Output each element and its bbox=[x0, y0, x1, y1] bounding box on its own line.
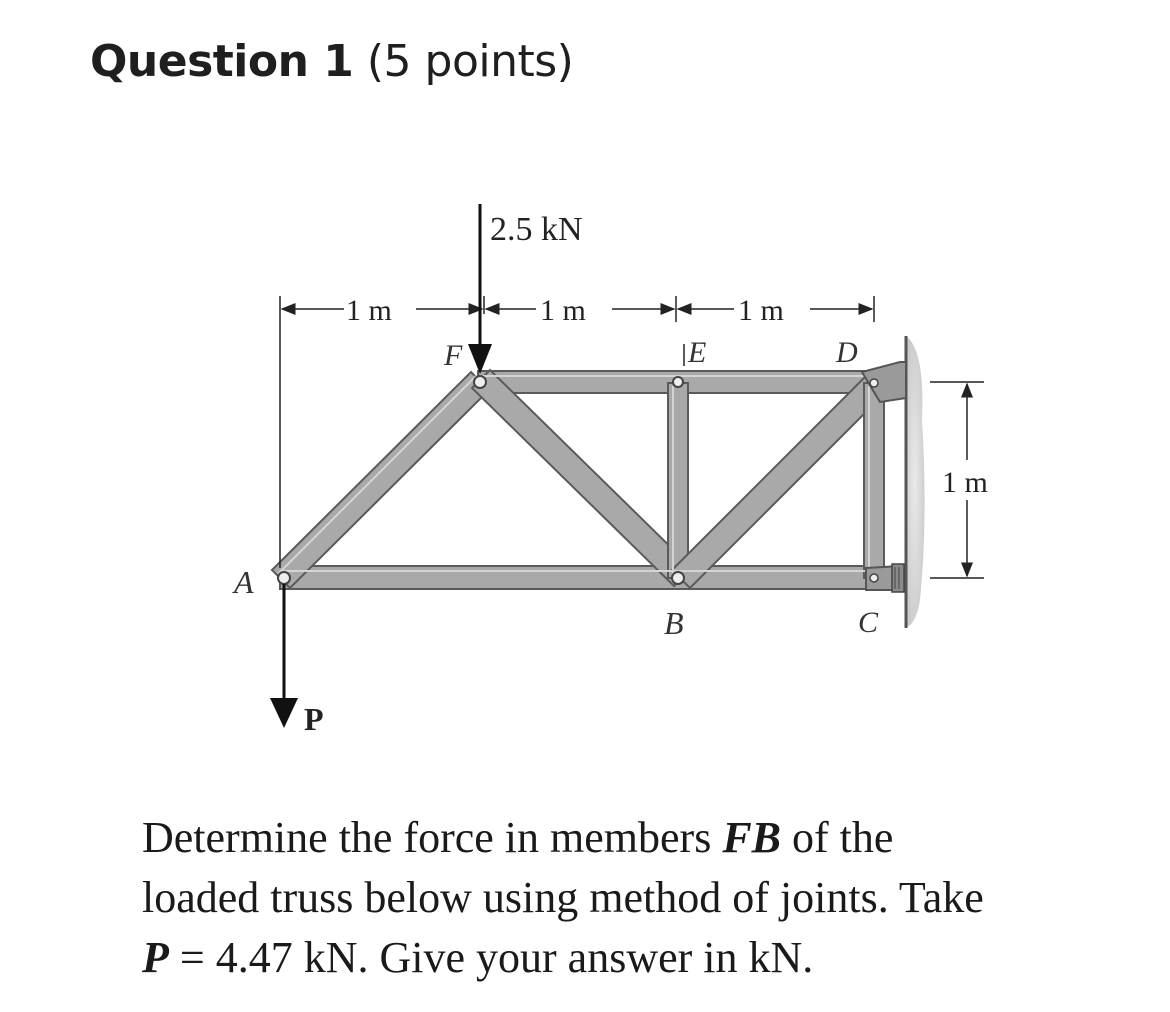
truss-members bbox=[272, 370, 886, 589]
question-title: Question 1 bbox=[90, 36, 354, 87]
member-fb bbox=[472, 370, 692, 586]
joint-label-d: D bbox=[836, 336, 858, 369]
pin-f bbox=[474, 376, 486, 388]
dim-label-1: 1 m bbox=[346, 294, 392, 327]
joint-label-c: C bbox=[858, 606, 879, 639]
problem-statement bbox=[142, 808, 1142, 988]
dim-label-2: 1 m bbox=[540, 294, 586, 327]
load-arrow-p bbox=[270, 584, 298, 728]
problem-line-2: loaded truss below using method of joints. Take bbox=[142, 873, 984, 922]
wall-support bbox=[905, 336, 925, 628]
dim-label-height: 1 m bbox=[942, 466, 988, 499]
p-label: P bbox=[304, 701, 324, 737]
pin-e bbox=[673, 377, 683, 387]
pin-a bbox=[278, 572, 290, 584]
problem-line1-pre: Determine the force in members bbox=[142, 813, 723, 862]
problem-line3-post: = 4.47 kN. Give your answer in kN. bbox=[168, 933, 814, 982]
pin-b bbox=[672, 572, 684, 584]
problem-line-1 bbox=[142, 808, 1142, 868]
member-name: FB bbox=[722, 813, 782, 862]
load-label: 2.5 kN bbox=[490, 211, 583, 248]
joint-label-e: E bbox=[688, 336, 707, 369]
joint-label-b: B bbox=[664, 605, 684, 641]
joint-label-f: F bbox=[444, 339, 463, 372]
problem-line-3 bbox=[142, 928, 1142, 988]
joint-label-a: A bbox=[234, 564, 254, 600]
member-dc bbox=[864, 383, 884, 578]
member-ac bbox=[280, 566, 882, 589]
roller-support-c bbox=[866, 564, 904, 592]
member-bd bbox=[672, 374, 886, 588]
load-arrow-f bbox=[468, 204, 492, 374]
question-points: (5 points) bbox=[366, 36, 574, 87]
dim-label-3: 1 m bbox=[738, 294, 784, 327]
member-eb bbox=[668, 383, 688, 578]
member-af bbox=[272, 372, 489, 588]
joint-pins bbox=[278, 376, 684, 584]
variable-p: P bbox=[142, 933, 169, 982]
problem-line1-post: of the bbox=[781, 813, 894, 862]
